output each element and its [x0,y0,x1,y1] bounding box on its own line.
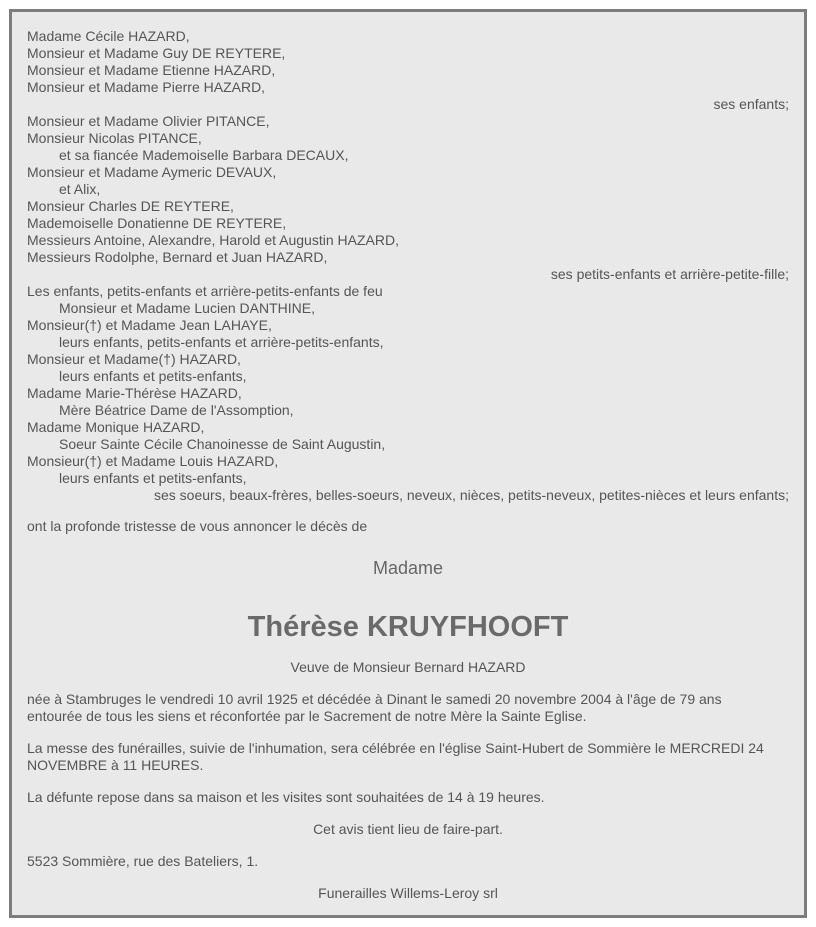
grandchildren-label: ses petits-enfants et arrière-petite-fille; [550,266,789,282]
grandchild-line: Monsieur et Madame Aymeric DEVAUX, [27,164,277,180]
birth-death-text: née à Stambruges le vendredi 10 avril 1925 et décédée à Dinant le samedi 20 novembre 2004 à l'âge de 79 ans entourée de tous les siens et réconfortée par le Sacrement de notre Mère la Sainte Eglise. [27,691,722,724]
grandchild-line: Monsieur Nicolas PITANCE, [27,130,202,146]
sibling-line: Mère Béatrice Dame de l'Assomption, [59,402,294,418]
undertaker-text: Funerailles Willems-Leroy srl [318,885,498,901]
grandchild-line: Monsieur Charles DE REYTERE, [27,198,234,214]
obituary-card [9,9,807,918]
notice-text: Cet avis tient lieu de faire-part. [313,821,503,837]
sibling-line: leurs enfants, petits-enfants et arrière-petits-enfants, [59,334,384,350]
deceased-name: Thérèse KRUYFHOOFT [247,611,569,643]
children-list [27,28,789,96]
family-line: Madame Cécile HAZARD, [27,28,190,44]
siblings-list [27,283,789,487]
grandchild-line: Messieurs Antoine, Alexandre, Harold et Augustin HAZARD, [27,232,399,248]
sibling-line: Monsieur et Madame Lucien DANTHINE, [59,300,315,316]
sibling-line: Soeur Sainte Cécile Chanoinesse de Saint Augustin, [59,436,386,452]
children-label: ses enfants; [713,96,789,112]
sibling-line: Les enfants, petits-enfants et arrière-petits-enfants de feu [27,283,383,299]
grandchild-line: Monsieur et Madame Olivier PITANCE, [27,113,270,129]
address-text: 5523 Sommière, rue des Bateliers, 1. [27,853,259,869]
obituary-content [27,28,789,902]
sibling-line: Madame Marie-Thérèse HAZARD, [27,385,242,401]
sibling-line: Monsieur(†) et Madame Louis HAZARD, [27,453,279,469]
title-madame: Madame [372,558,444,578]
family-line: Monsieur et Madame Etienne HAZARD, [27,62,276,78]
grandchildren-list [27,113,789,266]
sibling-line: Monsieur(†) et Madame Jean LAHAYE, [27,317,272,333]
grandchild-line: et Alix, [59,181,101,197]
grandchild-line: Mademoiselle Donatienne DE REYTERE, [27,215,287,231]
announcement-text: ont la profonde tristesse de vous annoncer le décès de [27,518,368,534]
sibling-line: Madame Monique HAZARD, [27,419,205,435]
visits-text: La défunte repose dans sa maison et les visites sont souhaitées de 14 à 19 heures. [27,789,545,805]
widow-line: Veuve de Monsieur Bernard HAZARD [290,659,526,675]
grandchild-line: Messieurs Rodolphe, Bernard et Juan HAZARD, [27,249,328,265]
siblings-label: ses soeurs, beaux-frères, belles-soeurs, neveux, nièces, petits-neveux, petites-nièces et leurs enfants; [154,487,789,503]
grandchild-line: et sa fiancée Mademoiselle Barbara DECAUX, [59,147,349,163]
sibling-line: Monsieur et Madame(†) HAZARD, [27,351,241,367]
funeral-text: La messe des funérailles, suivie de l'inhumation, sera célébrée en l'église Saint-Hubert de Sommière le MERCREDI 24 NOVEMBRE à 11 HEURES. [27,740,764,773]
sibling-line: leurs enfants et petits-enfants, [59,470,247,486]
sibling-line: leurs enfants et petits-enfants, [59,368,247,384]
family-line: Monsieur et Madame Pierre HAZARD, [27,79,266,95]
family-line: Monsieur et Madame Guy DE REYTERE, [27,45,286,61]
